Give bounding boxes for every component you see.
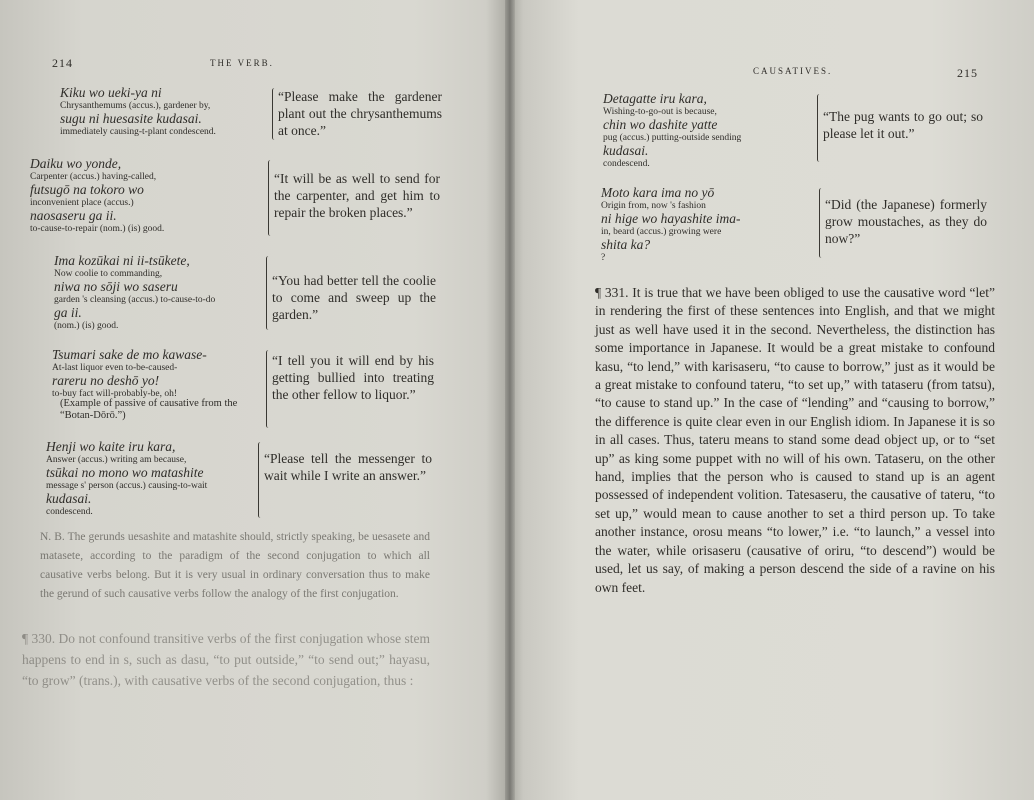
brace [819, 188, 824, 258]
example-japanese [60, 86, 272, 138]
japanese-line: Daiku wo yonde, [30, 156, 122, 171]
gloss-line: garden 's cleansing (accus.) to-cause-to-do [54, 295, 216, 305]
japanese-line: naosaseru ga ii. [30, 208, 117, 223]
brace [272, 88, 277, 140]
japanese-line: kudasai. [603, 143, 649, 158]
brace [268, 160, 273, 236]
page-number-right: 215 [957, 66, 978, 80]
example-japanese [46, 440, 260, 518]
running-head-left: THE VERB. [210, 58, 274, 68]
japanese-line: futsugō na tokoro wo [30, 182, 144, 197]
japanese-line: Kiku wo ueki-ya ni [60, 85, 162, 100]
running-head-right: CAUSATIVES. [753, 66, 833, 76]
japanese-line: Henji wo kaite iru kara, [46, 439, 176, 454]
left-page [0, 0, 505, 800]
gloss-line: condescend. [46, 507, 93, 517]
book-gutter [505, 0, 515, 800]
japanese-line: Ima kozūkai ni ii-tsūkete, [54, 253, 190, 268]
page-number-left: 214 [52, 56, 73, 70]
brace [258, 442, 263, 518]
example-japanese [30, 157, 270, 235]
gloss-line: At-last liquor even to-be-caused- [52, 363, 178, 373]
japanese-line: chin wo dashite yatte [603, 117, 718, 132]
japanese-line: Moto kara ima no yō [601, 185, 715, 200]
gloss-line: Answer (accus.) writing am because, [46, 455, 187, 465]
gloss-line: condescend. [603, 159, 650, 169]
gloss-line: immediately causing-t-plant condescend. [60, 127, 216, 137]
example-japanese [601, 186, 819, 264]
gloss-line: ? [601, 253, 606, 263]
brace [817, 94, 822, 162]
japanese-line: Tsumari sake de mo kawase- [52, 347, 207, 362]
example-japanese [52, 348, 268, 400]
example-translation: “The pug wants to go out; so please let it out.” [823, 109, 983, 141]
gloss-line: to-buy fact will-probably-be, oh! [52, 389, 178, 399]
gloss-line: pug (accus.) putting-outside sending [603, 133, 742, 143]
example-translation: “You had better tell the coolie to come and sweep up the garden.” [272, 273, 436, 322]
example-translation: “I tell you it will end by his getting bullied into treating the other fellow to liquor.” [272, 353, 434, 402]
paragraph-331: ¶ 331. It is true that we have been obliged to use the causative word “let” in rendering the first of these sentences into English, and that we might just as well have used it in the second. Nevertheless, the distinction has some importance in Japanese. It would be a great mistake to confound kasu, “to lend,” with karisaseru, “to cause to borrow,” just as it would be a great mistake to confound tateru, “to set up,” with tataseru (from tatsu), “to cause to stand up.” In the case of “lending” and “causing to borrow,” the difference is quite clear even in our English idiom. In Japanese it is so in all cases. Thus, tateru means to stand some dead object up, or to “set up” as king some puppet with no will of his own. Tataseru, on the other hand, implies that the person who is caused to stand up is an agent possessed of independent volition. Tatesaseru, the causative of tateru, “to set up,” would mean to cause another to set a third person up. To take another instance, orosu means “to lower,” i.e. “to launch,” a vessel into the water, while orisaseru (causative of oriru, “to descend”) would be used, let us say, of making a person descend the side of a ravine on his own feet. [595, 285, 995, 595]
japanese-line: sugu ni huesasite kudasai. [60, 111, 202, 126]
example-translation: “Please make the gardener plant out the chrysanthemums at once.” [278, 89, 442, 138]
gloss-line: (nom.) (is) good. [54, 321, 119, 331]
japanese-line: Detagatte iru kara, [603, 91, 707, 106]
japanese-line: shita ka? [601, 237, 651, 252]
example-translation: “Did (the Japanese) formerly grow moustaches, as they do now?” [825, 197, 987, 246]
japanese-line: tsūkai no mono wo matashite [46, 465, 204, 480]
gloss-line: message s' person (accus.) causing-to-wait [46, 481, 208, 491]
gloss-line: Chrysanthemums (accus.), gardener by, [60, 101, 211, 111]
example-translation: “It will be as well to send for the carpenter, and get him to repair the broken places.” [274, 171, 440, 220]
gloss-line: Carpenter (accus.) having-called, [30, 172, 157, 182]
brace [266, 350, 271, 428]
gloss-line: in, beard (accus.) growing were [601, 227, 722, 237]
example-japanese [54, 254, 268, 332]
japanese-line: kudasai. [46, 491, 92, 506]
japanese-line: ga ii. [54, 305, 82, 320]
gloss-line: Now coolie to commanding, [54, 269, 163, 279]
japanese-line: niwa no sōji wo saseru [54, 279, 178, 294]
gloss-line: inconvenient place (accus.) [30, 198, 134, 208]
gloss-line: Wishing-to-go-out is because, [603, 107, 717, 117]
japanese-line: rareru no deshō yo! [52, 373, 160, 388]
example-japanese [603, 92, 817, 170]
nb-note: N. B. The gerunds uesashite and matashite should, strictly speaking, be uesasete and matasete, according to the paradigm of the second conjugation to which all causative verbs belong. But it is very usual in ordinary conversation thus to make the gerund of such causative verbs follow the analogy of the first conjugation. [40, 531, 430, 600]
example-note: (Example of passive of causative from the “Botan-Dōrō.”) [60, 398, 238, 421]
right-page [515, 0, 1034, 800]
gloss-line: Origin from, now 's fashion [601, 201, 706, 211]
gloss-line: to-cause-to-repair (nom.) (is) good. [30, 224, 165, 234]
paragraph-330: ¶ 330. Do not confound transitive verbs of the first conjugation whose stem happens to end in s, such as dasu, “to put outside,” “to send out;” hayasu, “to grow” (trans.), with causative verbs of the second conjugation, thus : [22, 631, 430, 688]
example-translation: “Please tell the messenger to wait while I write an answer.” [264, 451, 432, 483]
brace [266, 256, 271, 330]
japanese-line: ni hige wo hayashite ima- [601, 211, 741, 226]
